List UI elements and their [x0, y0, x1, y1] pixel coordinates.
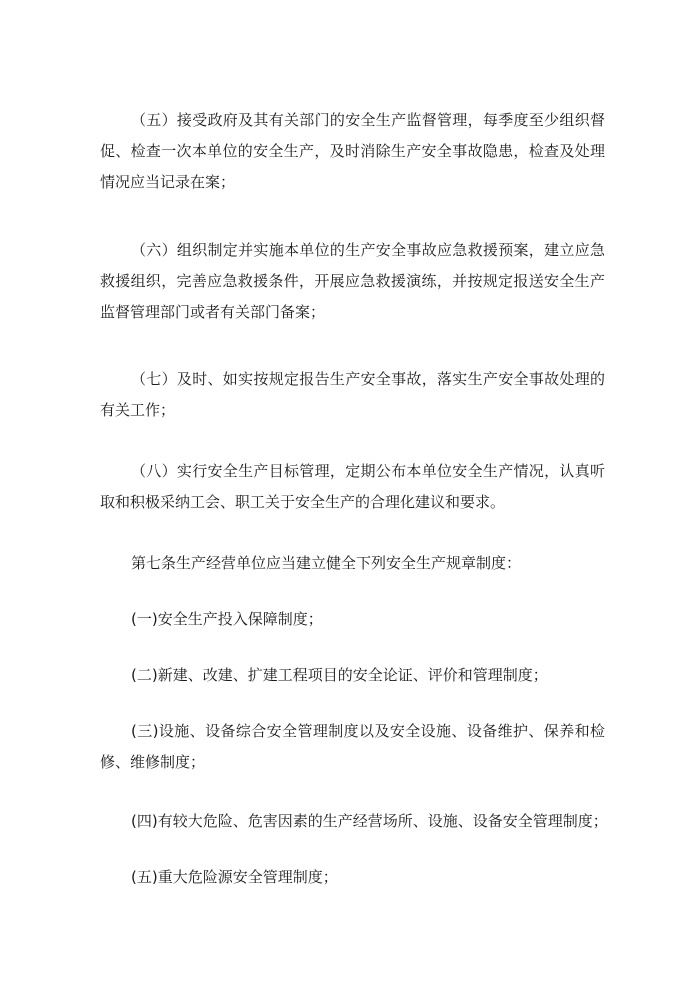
paragraph-item-5: （五）接受政府及其有关部门的安全生产监督管理，每季度至少组织督促、检查一次本单位的安全生产，及时消除生产安全事故隐患，检查及处理情况应当记录在案； [100, 111, 605, 191]
regulation-item-5: (五)重大危险源安全管理制度； [131, 868, 338, 886]
paragraph-item-6: （六）组织制定并实施本单位的生产安全事故应急救援预案，建立应急救援组织，完善应急救援条件，开展应急救援演练，并按规定报送安全生产监督管理部门或者有关部门备案； [100, 241, 605, 321]
paragraph-item-8: （八）实行安全生产目标管理，定期公布本单位安全生产情况，认真听取和积极采纳工会、职工关于安全生产的合理化建议和要求。 [100, 462, 605, 511]
article-7-heading: 第七条生产经营单位应当建立健全下列安全生产规章制度： [131, 554, 522, 572]
regulation-item-1: (一)安全生产投入保障制度； [131, 610, 323, 628]
regulation-item-4: (四)有较大危险、危害因素的生产经营场所、设施、设备安全管理制度； [131, 812, 608, 830]
paragraph-item-7: （七）及时、如实按规定报告生产安全事故，落实生产安全事故处理的有关工作； [100, 370, 605, 419]
regulation-item-2: (二)新建、改建、扩建工程项目的安全论证、评价和管理制度； [131, 666, 548, 684]
regulation-item-3: (三)设施、设备综合安全管理制度以及安全设施、设备维护、保养和检修、维修制度； [100, 722, 605, 771]
